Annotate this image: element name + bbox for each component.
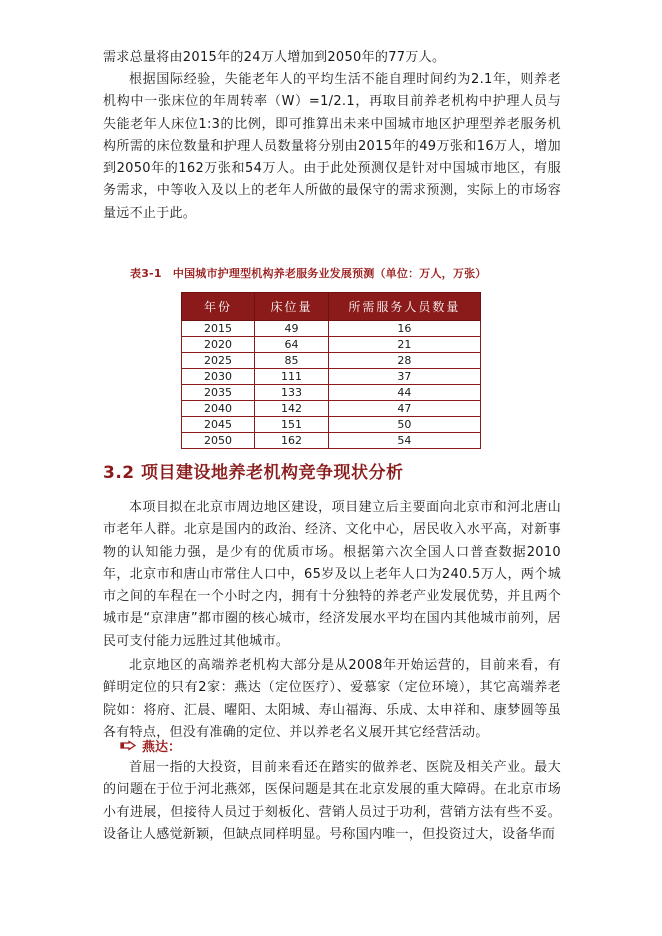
table-row bbox=[182, 353, 481, 369]
table-row bbox=[182, 417, 481, 433]
table-caption: 表3-1 中国城市护理型机构养老服务业发展预测（单位：万人，万张） bbox=[130, 267, 487, 280]
cell-year: 2040 bbox=[182, 401, 255, 417]
cell-beds: 85 bbox=[255, 353, 329, 369]
cell-staff: 50 bbox=[328, 417, 480, 433]
cell-staff: 21 bbox=[328, 337, 480, 353]
paragraph-yanda-analysis: 首屈一指的大投资，目前来看还在踏实的做养老、医院及相关产业。最大的问题在于位于河北燕郊，医保问题是其在北京发展的重大障碍。在北京市场小有进展，但接待人员过于刻板化、营销人员过于功利，营销方法有些不妥。设备让人感觉新颖，但缺点同样明显。号称国内唯一，但投资过大，设备华而 bbox=[103, 760, 561, 842]
table-row bbox=[182, 321, 481, 337]
cell-year: 2025 bbox=[182, 353, 255, 369]
table-row bbox=[182, 337, 481, 353]
cell-year: 2020 bbox=[182, 337, 255, 353]
table-row bbox=[182, 369, 481, 385]
table-row bbox=[182, 433, 481, 449]
cell-year: 2015 bbox=[182, 321, 255, 337]
cell-staff: 54 bbox=[328, 433, 480, 449]
cell-beds: 133 bbox=[255, 385, 329, 401]
pointing-hand-icon bbox=[120, 740, 136, 755]
cell-staff: 37 bbox=[328, 369, 480, 385]
header-staff: 所需服务人员数量 bbox=[328, 293, 480, 321]
cell-beds: 64 bbox=[255, 337, 329, 353]
header-beds: 床位量 bbox=[255, 293, 329, 321]
cell-beds: 151 bbox=[255, 417, 329, 433]
cell-staff: 44 bbox=[328, 385, 480, 401]
cell-beds: 111 bbox=[255, 369, 329, 385]
cell-staff: 28 bbox=[328, 353, 480, 369]
table-row bbox=[182, 401, 481, 417]
header-year: 年份 bbox=[182, 293, 255, 321]
cell-staff: 47 bbox=[328, 401, 480, 417]
cell-beds: 49 bbox=[255, 321, 329, 337]
cell-year: 2050 bbox=[182, 433, 255, 449]
paragraph-project-location: 本项目拟在北京市周边地区建设，项目建立后主要面向北京市和河北唐山市老年人群。北京是国内的政治、经济、文化中心，居民收入水平高，对新事物的认知能力强，是少有的优质市场。根据第六次全国人口普查数据2010年，北京市和唐山市常住人口中，65岁及以上老年人口为240.5万人，两个城市之间的车程在一个小时之内，拥有十分独特的养老产业发展优势，并且两个城市是“京津唐”都市圈的核心城市，经济发展水平均在国内其他城市前列，居民可支付能力远胜过其他城市。 bbox=[103, 500, 561, 649]
subheading-yanda bbox=[120, 736, 181, 755]
paragraph-international-experience: 根据国际经验，失能老年人的平均生活不能自理时间约为2.1年，则养老机构中一张床位的年周转率（W）=1/2.1，再取目前养老机构中护理人员与失能老年人床位1:3的比例，即可推算出未来中国城市地区护理型养老服务机构所需的床位数量和护理人员数量将分别由2015年的49万张和16万人，增加到2050年的162万张和54万人。由于此处预测仅是针对中国城市地区，有服务需求，中等收入及以上的老年人所做的最保守的需求预测，实际上的市场容量远不止于此。 bbox=[103, 72, 561, 221]
subheading-label: 燕达： bbox=[142, 740, 182, 755]
cell-year: 2030 bbox=[182, 369, 255, 385]
cell-year: 2035 bbox=[182, 385, 255, 401]
table-row bbox=[182, 385, 481, 401]
paragraph-beijing-institutions: 北京地区的高端养老机构大部分是从2008年开始运营的，目前来看，有鲜明定位的只有2家：燕达（定位医疗）、爱慕家（定位环境），其它高端养老院如：将府、汇晨、曜阳、太阳城、寿山福海、乐成、太申祥和、康梦圆等虽各有特点，但没有准确的定位、并以养老名义展开其它经营活动。 bbox=[103, 658, 561, 740]
cell-beds: 142 bbox=[255, 401, 329, 417]
forecast-table bbox=[181, 292, 481, 449]
table-header-row bbox=[182, 293, 481, 321]
paragraph-demand-total: 需求总量将由2015年的24万人增加到2050年的77万人。 bbox=[103, 50, 446, 65]
cell-beds: 162 bbox=[255, 433, 329, 449]
cell-staff: 16 bbox=[328, 321, 480, 337]
section-heading: 3.2 项目建设地养老机构竞争现状分析 bbox=[103, 463, 404, 483]
cell-year: 2045 bbox=[182, 417, 255, 433]
